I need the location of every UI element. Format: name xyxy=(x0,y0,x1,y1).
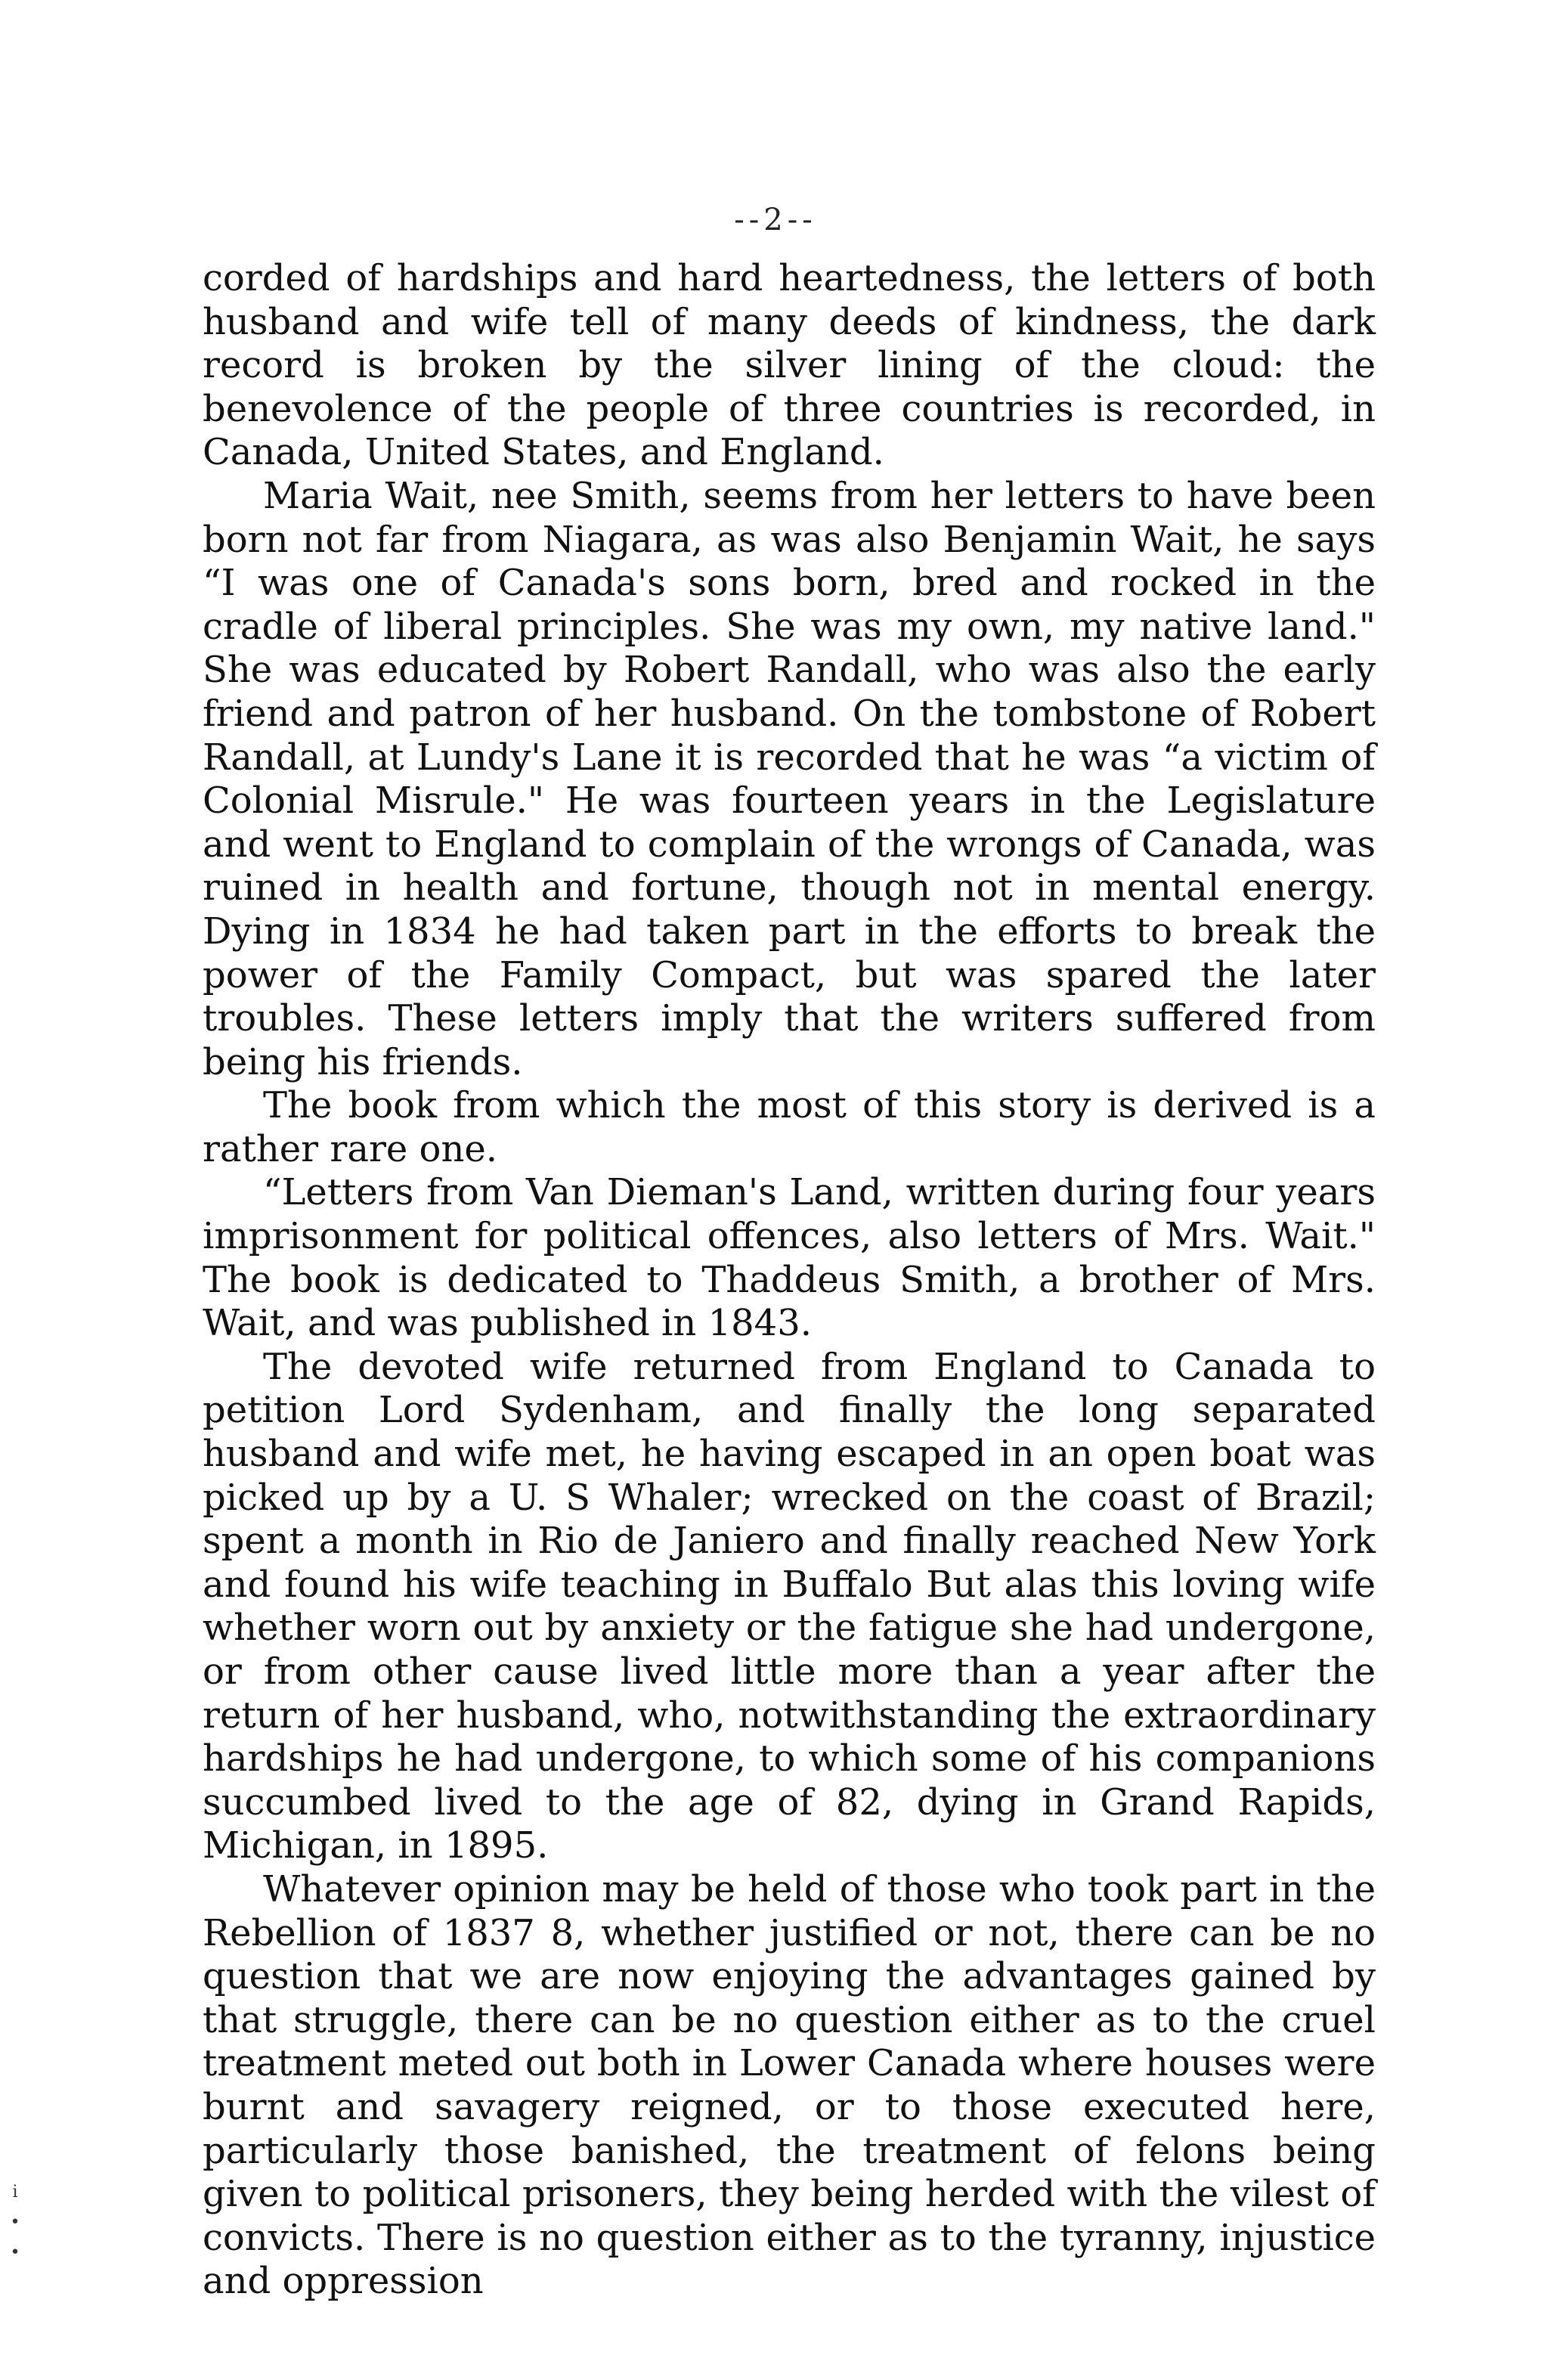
paragraph-book-title: “Letters from Van Dieman's Land, written during four years imprisonment for political offences, also letters of Mrs. Wait." The book is dedicated to Thaddeus Smith, a brother of Mrs. Wait, and was published in 1843. xyxy=(203,1171,1376,1345)
paragraph-rebellion: Whatever opinion may be held of those who took part in the Rebellion of 1837 8, whether justified or not, there can be no question that we are now enjoying the advantages gained by that struggle, there can be no question either as to the cruel treatment meted out both in Lower Canada where houses were burnt and savagery reigned, or to those executed here, particularly those banished, the treatment of felons being given to political prisoners, they being herded with the vilest of convicts. There is no question either as to the tyranny, injustice and oppression xyxy=(203,1867,1376,2303)
margin-mark: • xyxy=(10,2243,20,2262)
page-number: --2-- xyxy=(734,203,817,237)
margin-marks xyxy=(8,2177,23,2268)
margin-mark: i xyxy=(12,2183,18,2202)
paragraph-book-source: The book from which the most of this story is derived is a rather rare one. xyxy=(203,1084,1376,1170)
margin-mark: • xyxy=(10,2213,20,2232)
paragraph-continuation: corded of hardships and hard heartedness, the letters of both husband and wife tell of many deeds of kindness, the dark record is broken by the silver lining of the cloud: the benevolence of the people of three countries is recorded, in Canada, United States, and England. xyxy=(203,257,1376,474)
paragraph-devoted-wife: The devoted wife returned from England to Canada to petition Lord Sydenham, and finally the long separated husband and wife met, he having escaped in an open boat was picked up by a U. S Whaler; wrecked on the coast of Brazil; spent a month in Rio de Janiero and finally reached New York and found his wife teaching in Buffalo But alas this loving wife whether worn out by anxiety or the fatigue she had undergone, or from other cause lived little more than a year after the return of her husband, who, notwithstanding the extraordinary hardships he had undergone, to which some of his companions succumbed lived to the age of 82, dying in Grand Rapids, Michigan, in 1895. xyxy=(203,1345,1376,1867)
body-text xyxy=(203,257,1376,2304)
paragraph-maria-wait: Maria Wait, nee Smith, seems from her letters to have been born not far from Niagara, as was also Benjamin Wait, he says “I was one of Canada's sons born, bred and rocked in the cradle of liberal principles. She was my own, my native land." She was educated by Robert Randall, who was also the early friend and patron of her husband. On the tombstone of Robert Randall, at Lundy's Lane it is recorded that he was “a victim of Colonial Misrule." He was fourteen years in the Legislature and went to England to complain of the wrongs of Canada, was ruined in health and fortune, though not in mental energy. Dying in 1834 he had taken part in the efforts to break the power of the Family Compact, but was spared the later troubles. These letters imply that the writers suffered from being his friends. xyxy=(203,474,1376,1083)
